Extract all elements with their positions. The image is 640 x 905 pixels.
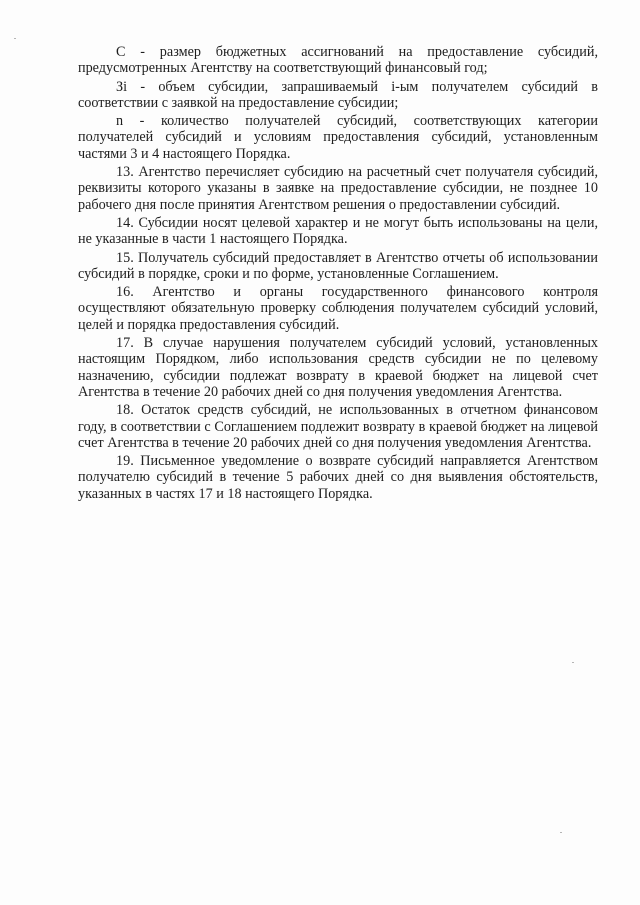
paragraph-16: 16. Агентство и органы государственного финансового контроля осуществляют обязательную проверку соблюдения получателем субсидий условий, целей и порядка предоставления субсидий. xyxy=(78,284,598,333)
paragraph-19: 19. Письменное уведомление о возврате субсидий направляется Агентством получателю субсидий в течение 5 рабочих дней со дня выявления обстоятельств, указанных в частях 17 и 18 настоящего Порядка. xyxy=(78,453,598,502)
paragraph-c-definition: С - размер бюджетных ассигнований на предоставление субсидий, предусмотренных Агентству на соответствующий финансовый год; xyxy=(78,44,598,77)
paragraph-18: 18. Остаток средств субсидий, не использованных в отчетном финансовом году, в соответствии с Соглашением подлежит возврату в краевой бюджет на лицевой счет Агентства в течение 20 рабочих дней со дня получения уведомления Агентства. xyxy=(78,402,598,451)
document-body xyxy=(78,44,598,504)
paragraph-n-definition: n - количество получателей субсидий, соответствующих категории получателей субсидий и условиям предоставления субсидий, установленным частями 3 и 4 настоящего Порядка. xyxy=(78,113,598,162)
scan-speck xyxy=(560,832,562,833)
paragraph-zi-definition: Зi - объем субсидии, запрашиваемый i-ым получателем субсидий в соответствии с заявкой на предоставление субсидии; xyxy=(78,78,598,111)
paragraph-17: 17. В случае нарушения получателем субсидий условий, установленных настоящим Порядком, либо использования средств субсидии не по целевому назначению, субсидии подлежат возврату в краевой бюджет на лицевой счет Агентства в течение 20 рабочих дней со дня получения уведомления Агентства. xyxy=(78,335,598,400)
scan-speck xyxy=(572,662,574,663)
paragraph-15: 15. Получатель субсидий предоставляет в Агентство отчеты об использовании субсидий в порядке, сроки и по форме, установленные Соглашением. xyxy=(78,249,598,282)
scan-speck xyxy=(14,38,16,39)
paragraph-14: 14. Субсидии носят целевой характер и не могут быть использованы на цели, не указанные в части 1 настоящего Порядка. xyxy=(78,214,598,248)
paragraph-13: 13. Агентство перечисляет субсидию на расчетный счет получателя субсидий, реквизиты которого указаны в заявке на предоставление субсидии, не позднее 10 рабочего дня после принятия Агентством решения о предоставлении субсидий. xyxy=(78,164,598,213)
